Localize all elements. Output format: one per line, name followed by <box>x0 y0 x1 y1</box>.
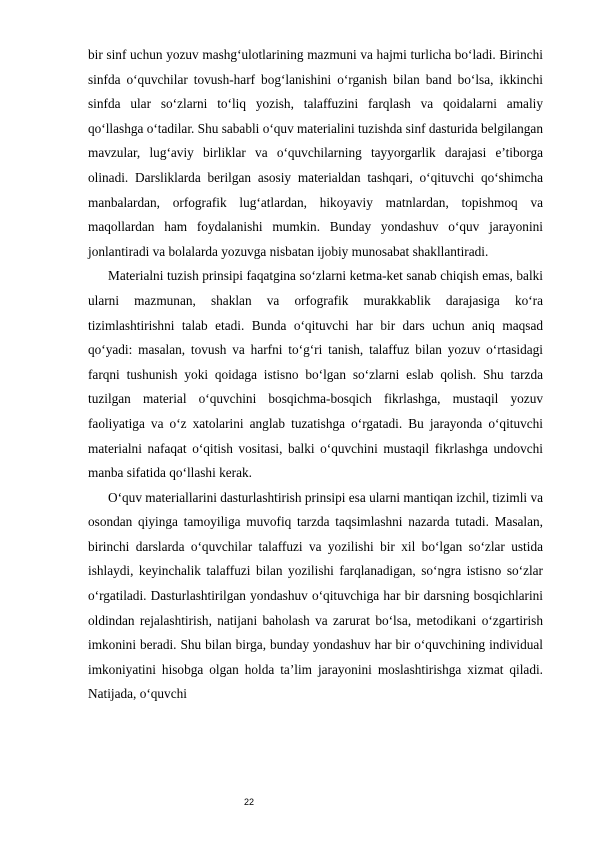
paragraph-3: O‘quv materiallarini dasturlashtirish prinsipi esa ularni mantiqan izchil, tizimli va osondan qiyinga tamoyiliga muvofiq tarzda taqsimlashni nazarda tutadi. Masalan, birinchi darslarda o‘quvchilar talaffuzi va yozilishi bir xil bo‘lgan so‘zlar ustida ishlaydi, keyinchalik talaffuzi bilan yozilishi farqlanadigan, so‘ngra istisno so‘zlar o‘rgatiladi. Dasturlashtirilgan yondashuv o‘qituvchiga har bir darsning bosqichlarini oldindan rejalashtirish, natijani baholash va zarurat bo‘lsa, metodikani o‘zgartirish imkonini beradi. Shu bilan birga, bunday yondashuv har bir o‘quvchining individual imkoniyatini hisobga olgan holda ta’lim jarayonini moslashtirishga xizmat qiladi. Natijada, o‘quvchi <box>88 489 543 702</box>
paragraph-1: bir sinf uchun yozuv mashg‘ulotlarining mazmuni va hajmi turlicha bo‘ladi. Birinchi sinfda o‘quvchilar tovush-harf bog‘lanishini o‘rganish bilan band bo‘lsa, ikkinchi sinfda ular so‘zlarni to‘liq yozish, talaffuzini farqlash va qoidalarni amaliy qo‘llashga o‘tadilar. Shu sababli o‘quv materialini tuzishda sinf dasturida belgilangan mavzular, lug‘aviy birliklar va o‘quvchilarning tayyorgarlik darajasi e’tiborga olinadi. Darsliklarda berilgan asosiy materialdan tashqari, o‘qituvchi qo‘shimcha manbalardan, orfografik lug‘atlardan, hikoyaviy matnlardan, topishmoq va maqollardan ham foydalanishi mumkin. Bunday yondashuv o‘quv jarayonini jonlantiradi va bolalarda yozuvga nisbatan ijobiy munosabat shakllantiradi. <box>88 47 543 259</box>
paragraph-2: Materialni tuzish prinsipi faqatgina so‘zlarni ketma-ket sanab chiqish emas, balki ularni mazmunan, shaklan va orfografik murakkablik darajasiga ko‘ra tizimlashtirishni talab etadi. Bunda o‘qituvchi har bir dars uchun aniq maqsad qo‘yadi: masalan, tovush va harfni to‘g‘ri tanish, talaffuz bilan yozuv o‘rtasidagi farqni tushunish yoki qoidaga istisno bo‘lgan so‘zlarni eslab qolish. Shu tarzda tuzilgan material o‘quvchini bosqichma-bosqich fikrlashga, mustaqil yozuv faoliyatiga va o‘z xatolarini anglab tuzatishga o‘rgatadi. Bu jarayonda o‘qituvchi materialni nafaqat o‘qitish vositasi, balki o‘quvchini mustaqil fikrlashga undovchi manba sifatida qo‘llashi kerak. <box>88 268 543 481</box>
page-number: 22 <box>244 797 255 807</box>
document-body <box>88 43 543 707</box>
